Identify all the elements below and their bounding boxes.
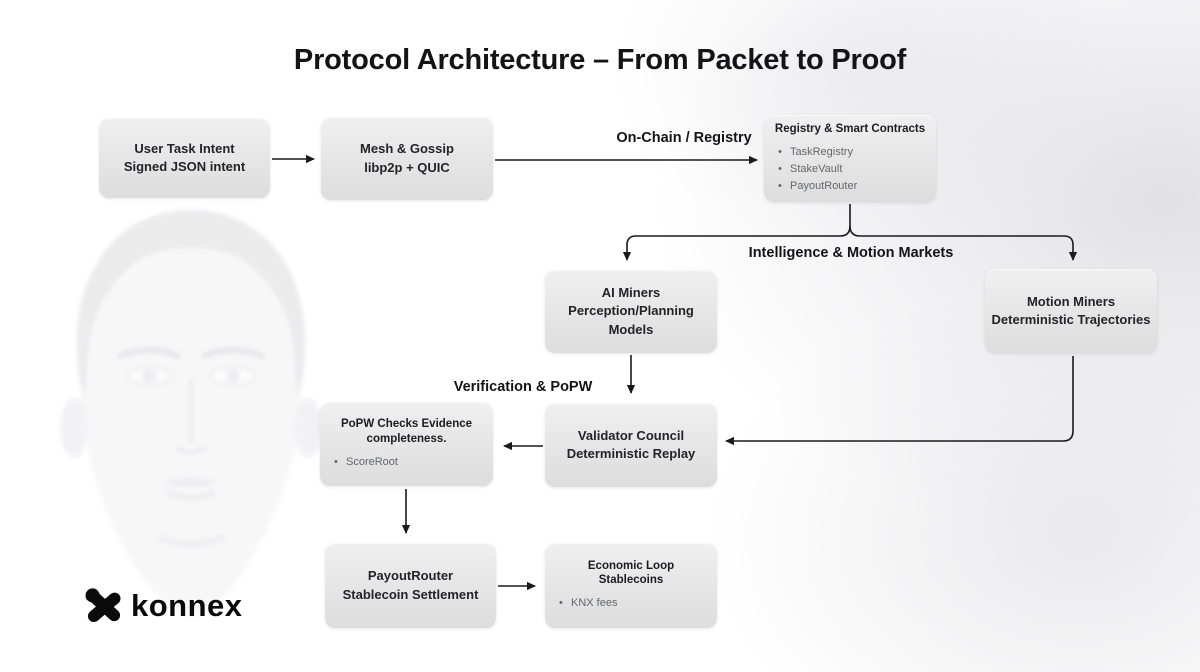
edge-label-verification-popw: Verification & PoPW [453,379,593,395]
node-ai-miners [545,270,717,353]
node-payout-router [325,543,496,628]
bullet-item: • PayoutRouter [776,178,857,195]
node-line: Signed JSON intent [123,159,246,174]
node-line: Deterministic Replay [566,446,696,461]
node-bullet-list [776,144,857,195]
bullet-item: • TaskRegistry [776,144,857,161]
node-line: libp2p + QUIC [364,159,450,175]
bullet-item: • ScoreRoot [332,454,398,471]
edge-label-onchain-registry: On-Chain / Registry [616,130,752,146]
right-iris [226,369,240,383]
node-user-task-intent [99,118,270,198]
right-ear [294,398,322,458]
node-line: Stablecoin Settlement [342,586,479,602]
bullet-item: • KNX fees [557,595,617,612]
node-title: Registry & Smart Contracts [774,122,926,135]
node-title: Economic Loop Stablecoins [587,559,675,587]
head-background-image [50,198,332,623]
node-line: Validator Council [577,427,685,443]
node-mesh-gossip [321,117,493,200]
brand-logo [82,586,243,626]
node-bullet-list [332,454,398,471]
left-iris [142,369,156,383]
node-line: Deterministic Trajectories [991,312,1151,327]
node-motion-miners [985,269,1157,353]
left-ear [60,398,88,458]
node-validator-council [545,403,717,487]
node-line: Mesh & Gossip [360,141,454,157]
node-line: PayoutRouter [367,568,454,584]
node-line: AI Miners [601,284,661,300]
page-title: Protocol Architecture – From Packet to Proof [293,44,907,76]
node-popw-checks [320,402,493,486]
node-bullet-list [557,595,617,612]
brand-wordmark: konnex [131,588,243,623]
node-line: User Task Intent [134,140,235,156]
node-economic-loop [545,543,717,628]
node-line: Motion Miners [1026,293,1116,309]
edge-label-intelligence-motion-markets: Intelligence & Motion Markets [748,245,954,261]
node-title: PoPW Checks Evidence completeness. [340,418,473,445]
node-registry-smart-contracts [764,115,936,202]
node-line: Perception/Planning Models [568,303,694,337]
edge-motion-miners-to-validator [726,356,1073,441]
konnex-x-icon [82,586,126,626]
bullet-item: • StakeVault [776,161,857,178]
